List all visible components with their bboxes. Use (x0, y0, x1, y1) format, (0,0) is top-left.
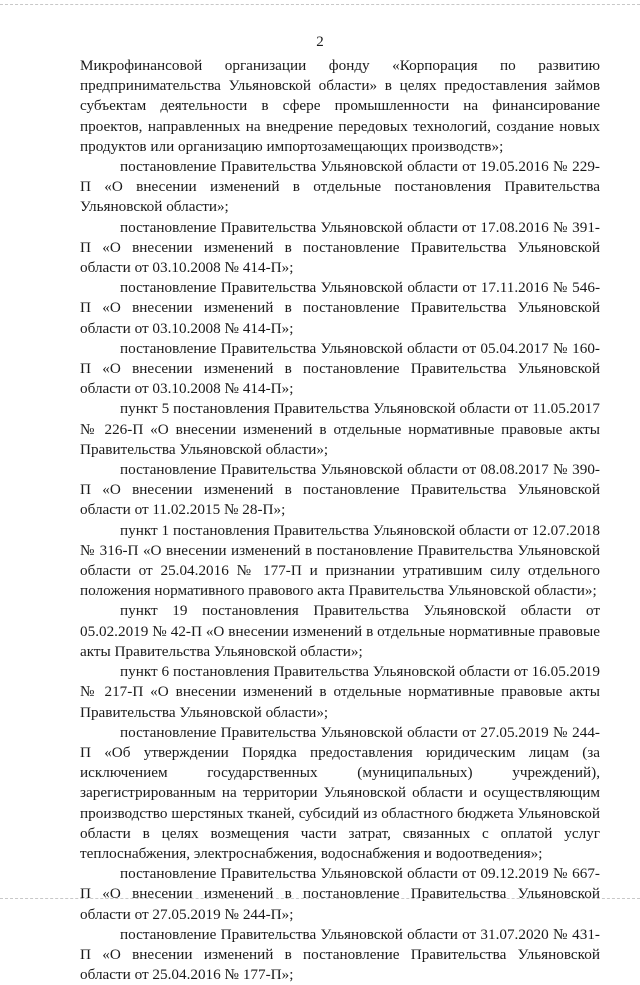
paragraph-item: пункт 19 постановления Правительства Ульяновской области от 05.02.2019 № 42-П «О внесении изменений в отдельные нормативные правовые акты Правительства Ульяновской области»; (80, 602, 600, 660)
paragraph-item: постановление Правительства Ульяновской области от 19.05.2016 № 229-П «О внесении изменений в отдельные постановления Правительства Ульяновской области»; (80, 158, 600, 216)
page-number: 2 (316, 34, 324, 50)
paragraph-item: постановление Правительства Ульяновской области от 17.08.2016 № 391-П «О внесении изменений в постановление Правительства Ульяновской области от 03.10.2008 № 414-П»; (80, 218, 600, 277)
paragraph-item: пункт 6 постановления Правительства Ульяновской области от 16.05.2019 № 217-П «О внесении изменений в отдельные нормативные правовые акты Правительства Ульяновской области»; (80, 663, 600, 721)
paragraph-item: пункт 5 постановления Правительства Ульяновской области от 11.05.2017 № 226-П «О внесении изменений в отдельные нормативные правовые акты Правительства Ульяновской области»; (80, 400, 600, 458)
paragraph-item: постановление Правительства Ульяновской области от 09.12.2019 № 667-П «О внесении изменений в постановление Правительства Ульяновской области от 27.05.2019 № 244-П»; (80, 865, 600, 923)
scan-edge-bottom (0, 898, 640, 899)
paragraph-item: постановление Правительства Ульяновской области от 05.04.2017 № 160-П «О внесении изменений в постановление Правительства Ульяновской области от 03.10.2008 № 414-П»; (80, 339, 600, 398)
paragraph-continuation: Микрофинансовой организации фонду «Корпорация по развитию предпринимательства Ульяновской области» в целях предоставления займов субъектам деятельности в сфере промышленности на финансирование проектов, направленных на внедрение передовых технологий, создание новых продуктов или организацию импортозамещающих производств»; (80, 57, 600, 155)
paragraph-item: постановление Правительства Ульяновской области от 08.08.2017 № 390-П «О внесении изменений в постановление Правительства Ульяновской области от 11.02.2015 № 28-П»; (80, 461, 600, 519)
paragraph-item: постановление Правительства Ульяновской области от 17.11.2016 № 546-П «О внесении изменений в постановление Правительства Ульяновской области от 03.10.2008 № 414-П»; (80, 279, 600, 337)
scan-edge-top (0, 4, 640, 5)
document-body (80, 56, 600, 985)
paragraph-item: постановление Правительства Ульяновской области от 31.07.2020 № 431-П «О внесении изменений в постановление Правительства Ульяновской области от 25.04.2016 № 177-П»; (80, 925, 600, 984)
paragraph-item: пункт 1 постановления Правительства Ульяновской области от 12.07.2018 № 316-П «О внесении изменений в постановление Правительства Ульяновской области от 25.04.2016 № 177-П и признании утратившим силу отдельного положения нормативного правового акта Правительства Ульяновской области»; (80, 521, 600, 600)
paragraph-item: постановление Правительства Ульяновской области от 27.05.2019 № 244-П «Об утверждении Порядка предоставления юридическим лицам (за исключением государственных (муниципальных) учреждений), зарегистрированным на территории Ульяновской области и осуществляющим производство шерстяных тканей, субсидий из областного бюджета Ульяновской области в целях возмещения части затрат, связанных с оплатой услуг теплоснабжения, электроснабжения, водоснабжения и водоотведения»; (80, 723, 600, 862)
